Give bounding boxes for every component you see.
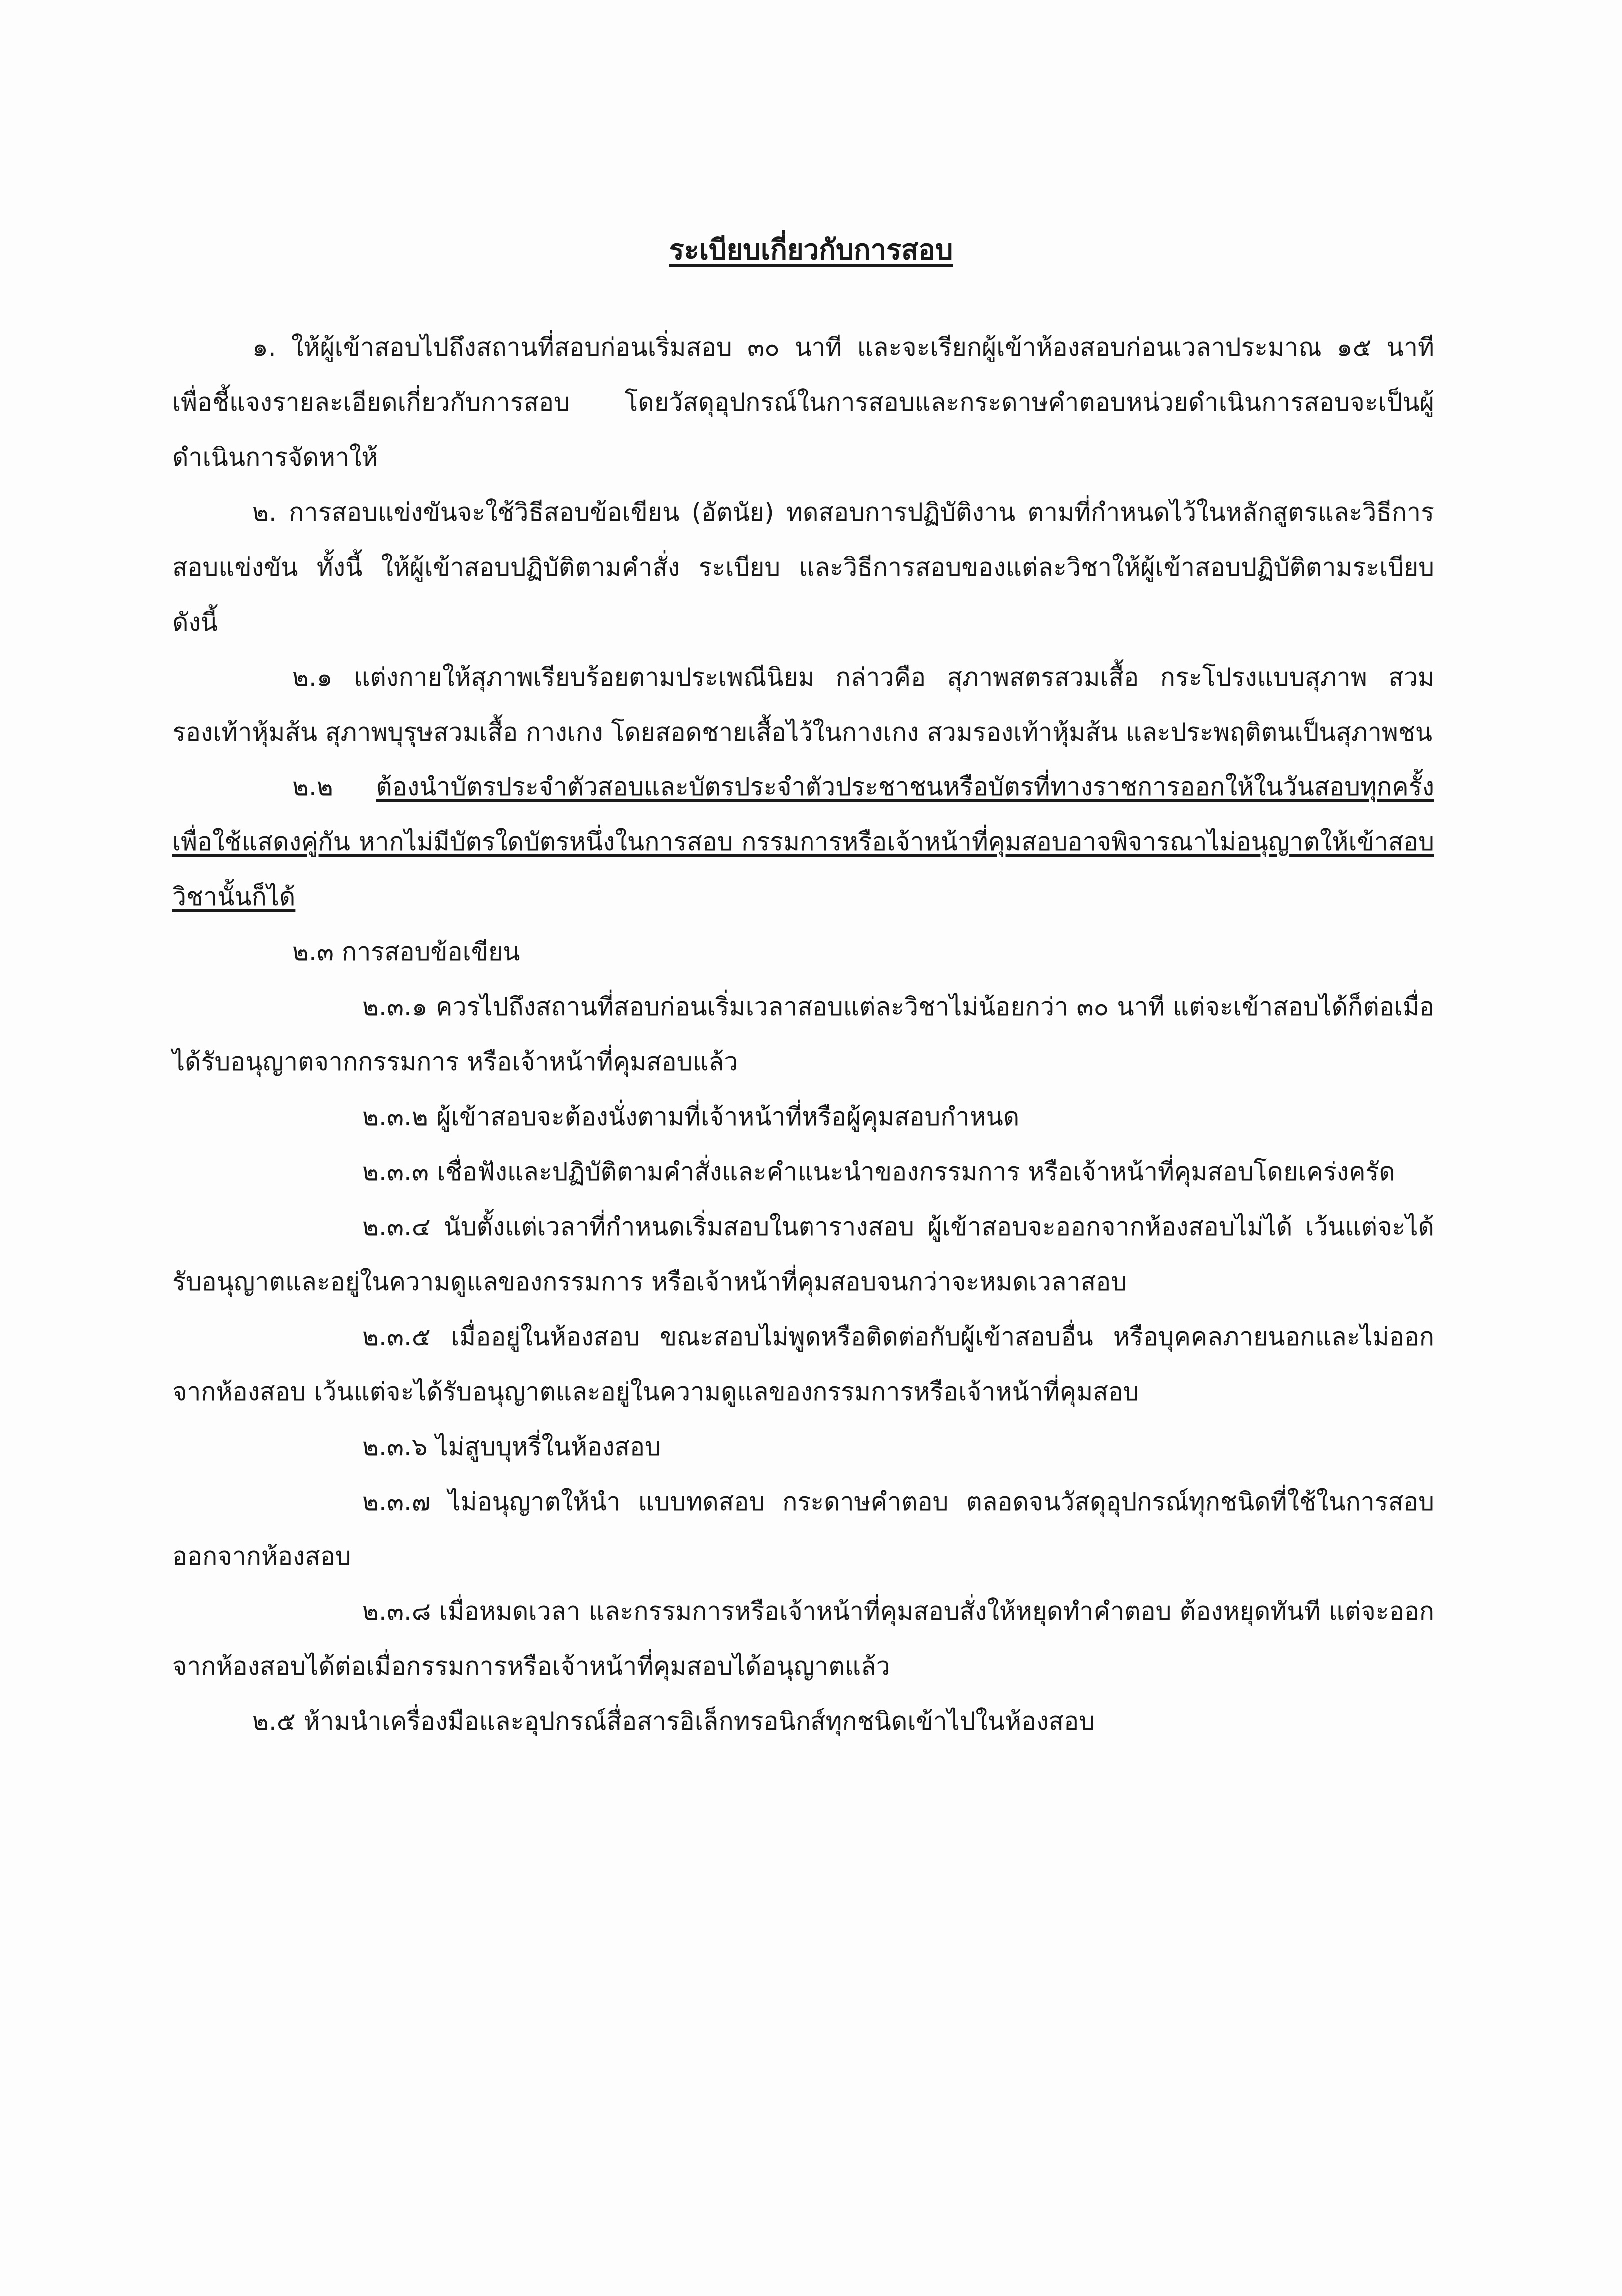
item-2-3-5: ๒.๓.๕ เมื่ออยู่ในห้องสอบ ขณะสอบไม่พูดหรือติดต่อกับผู้เข้าสอบอื่น หรือบุคคลภายนอกและไม่ออกจากห้องสอบ เว้นแต่จะได้รับอนุญาตและอยู่ในความดูแลของกรรมการหรือเจ้าหน้าที่คุมสอบ	[172, 1322, 1434, 1406]
item-2-3-6: ๒.๓.๖ ไม่สูบบุหรี่ในห้องสอบ	[362, 1432, 661, 1461]
document-body	[172, 320, 1434, 1749]
item-2-3-1: ๒.๓.๑ ควรไปถึงสถานที่สอบก่อนเริ่มเวลาสอบแต่ละวิชาไม่น้อยกว่า ๓๐ นาที แต่จะเข้าสอบได้ก็ต่อเมื่อได้รับอนุญาตจากกรรมการ หรือเจ้าหน้าที่คุมสอบแล้ว	[172, 992, 1434, 1076]
item-2-3-7: ๒.๓.๗ ไม่อนุญาตให้นำ แบบทดสอบ กระดาษคำตอบ ตลอดจนวัสดุอุปกรณ์ทุกชนิดที่ใช้ในการสอบ ออกจากห้องสอบ	[172, 1487, 1434, 1571]
item-2-3-4: ๒.๓.๔ นับตั้งแต่เวลาที่กำหนดเริ่มสอบในตารางสอบ ผู้เข้าสอบจะออกจากห้องสอบไม่ได้ เว้นแต่จะได้รับอนุญาตและอยู่ในความดูแลของกรรมการ หรือเจ้าหน้าที่คุมสอบจนกว่าจะหมดเวลาสอบ	[172, 1212, 1434, 1296]
item-2-2	[172, 760, 1434, 924]
item-2-3-2: ๒.๓.๒ ผู้เข้าสอบจะต้องนั่งตามที่เจ้าหน้าที่หรือผู้คุมสอบกำหนด	[362, 1102, 1020, 1131]
paragraph-1: ๑. ให้ผู้เข้าสอบไปถึงสถานที่สอบก่อนเริ่มสอบ ๓๐ นาที และจะเรียกผู้เข้าห้องสอบก่อนเวลาประมาณ ๑๕ นาที เพื่อชี้แจงรายละเอียดเกี่ยวกับการสอบ โดยวัสดุอุปกรณ์ในการสอบและกระดาษคำตอบหน่วยดำเนินการสอบจะเป็นผู้ดำเนินการจัดหาให้	[172, 333, 1434, 472]
document-title: ระเบียบเกี่ยวกับการสอบ	[669, 234, 953, 266]
item-2-3-8: ๒.๓.๘ เมื่อหมดเวลา และกรรมการหรือเจ้าหน้าที่คุมสอบสั่งให้หยุดทำคำตอบ ต้องหยุดทันที แต่จะออกจากห้องสอบได้ต่อเมื่อกรรมการหรือเจ้าหน้าที่คุมสอบได้อนุญาตแล้ว	[172, 1597, 1434, 1681]
paragraph-2: ๒. การสอบแข่งขันจะใช้วิธีสอบข้อเขียน (อัตนัย) ทดสอบการปฏิบัติงาน ตามที่กำหนดไว้ในหลักสูตรและวิธีการสอบแข่งขัน ทั้งนี้ ให้ผู้เข้าสอบปฏิบัติตามคำสั่ง ระเบียบ และวิธีการสอบของแต่ละวิชาให้ผู้เข้าสอบปฏิบัติตามระเบียบ ดังนี้	[172, 498, 1434, 637]
item-2-3-3: ๒.๓.๓ เชื่อฟังและปฏิบัติตามคำสั่งและคำแนะนำของกรรมการ หรือเจ้าหน้าที่คุมสอบโดยเคร่งครัด	[362, 1157, 1395, 1186]
item-2-3: ๒.๓ การสอบข้อเขียน	[292, 937, 520, 966]
item-2-2-number: ๒.๒	[292, 772, 333, 801]
item-2-2-text: ต้องนำบัตรประจำตัวสอบและบัตรประจำตัวประชาชนหรือบัตรที่ทางราชการออกให้ในวันสอบทุกครั้ง เพื่อใช้แสดงคู่กัน หากไม่มีบัตรใดบัตรหนึ่งในการสอบ กรรมการหรือเจ้าหน้าที่คุมสอบอาจพิจารณาไม่อนุญาตให้เข้าสอบวิชานั้นก็ได้	[172, 772, 1434, 911]
item-2-1: ๒.๑ แต่งกายให้สุภาพเรียบร้อยตามประเพณีนิยม กล่าวคือ สุภาพสตรสวมเสื้อ กระโปรงแบบสุภาพ สวมรองเท้าหุ้มส้น สุภาพบุรุษสวมเสื้อ กางเกง โดยสอดชายเสื้อไว้ในกางเกง สวมรองเท้าหุ้มส้น และประพฤติตนเป็นสุภาพชน	[172, 663, 1434, 747]
item-2-5: ๒.๕ ห้ามนำเครื่องมือและอุปกรณ์สื่อสารอิเล็กทรอนิกส์ทุกชนิดเข้าไปในห้องสอบ	[252, 1707, 1095, 1736]
